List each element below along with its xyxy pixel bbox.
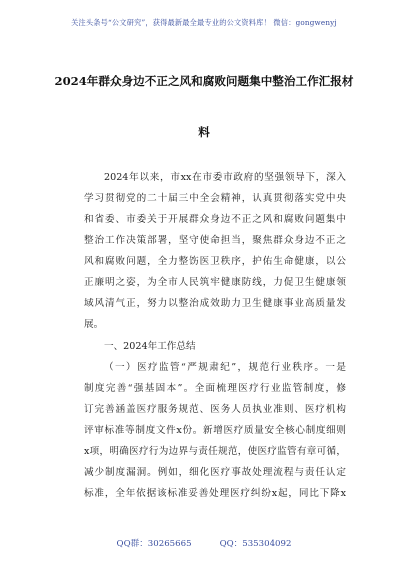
body-line: 整治工作决策部署，坚守使命担当，聚焦群众身边不正之 [84,235,346,246]
section-heading: 一、2024年工作总结 [104,341,196,352]
body-line: （一）医疗监管“严规肃纪”，规范行业秩序。一是 [104,362,346,373]
body-line: 正廉明之姿，为全市人民筑牢健康防线，力促卫生健康领 [84,277,346,288]
header-banner: 关注头条号“公文研究”，获得最新最全最专业的公文资料库！ 微信：gongwenyj [71,18,337,27]
body-line: 减少制度漏洞。例如，细化医疗事故处理流程与责任认定 [84,467,346,478]
body-line: 域风清气正，努力以整治成效助力卫生健康事业高质量发 [84,298,346,309]
body-line: 和省委、市委关于开展群众身边不正之风和腐败问题集中 [84,214,346,225]
body-line: x项，明确医疗行为边界与责任规范，使医疗监管有章可循， [84,446,346,457]
body-line: 2024年以来，市xx在市委市政府的坚强领导下，深入 [104,172,346,183]
body-line: 展。 [84,319,104,330]
body-line: 标准，全年依据该标准妥善处理医疗纠纷x起，同比下降x [84,488,346,499]
body-line: 制度完善“强基固本”。全面梳理医疗行业监管制度，修 [84,383,346,394]
body-line: 订完善涵盖医疗服务规范、医务人员执业准则、医疗机构 [84,404,346,415]
document-title-line-1: 2024年群众身边不正之风和腐败问题集中整治工作汇报材 [54,74,354,88]
document-title-line-2: 料 [198,125,210,139]
footer-qq-group: QQ群：30265665 [116,539,192,549]
footer-qq-number: QQ：535304092 [219,539,292,549]
body-line: 学习贯彻党的二十届三中全会精神，认真贯彻落实党中央 [84,193,346,204]
body-line: 评审标准等制度文件x份。新增医疗质量安全核心制度细则 [84,425,346,436]
footer-contact [0,537,408,549]
body-line: 风和腐败问题，全力整饬医卫秩序，护佑生命健康，以公 [84,256,346,267]
